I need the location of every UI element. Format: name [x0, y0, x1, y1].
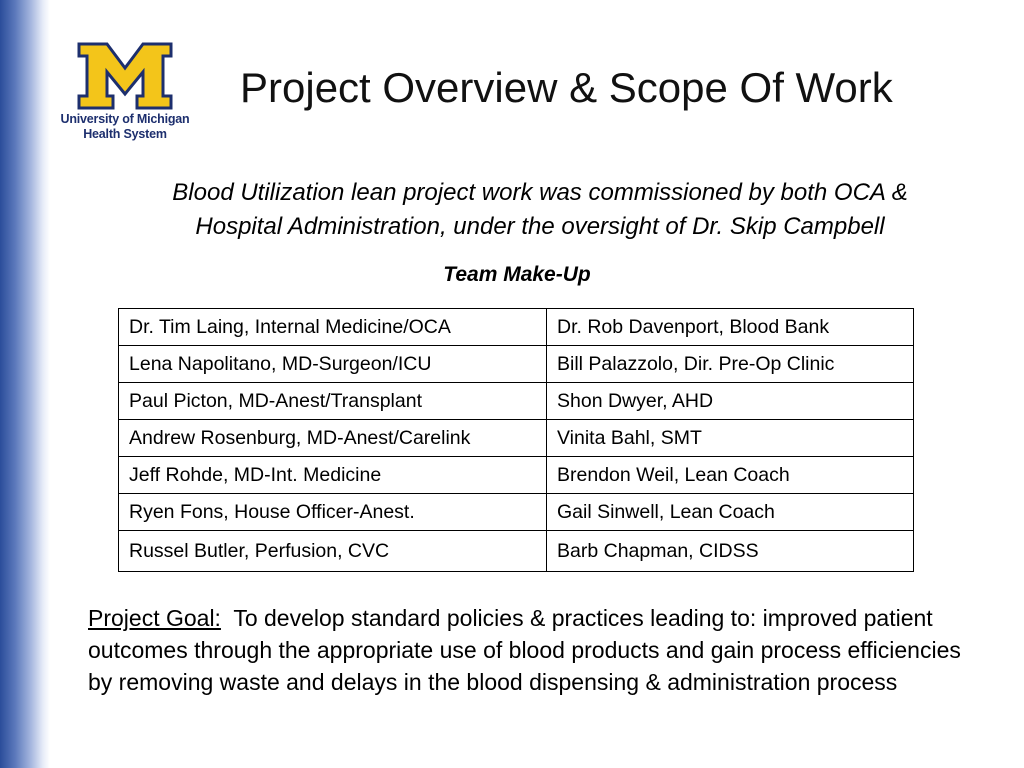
table-row: [119, 346, 914, 383]
table-row: [119, 457, 914, 494]
table-cell: Ryen Fons, House Officer-Anest.: [119, 494, 547, 531]
table-cell: Shon Dwyer, AHD: [547, 383, 914, 420]
table-cell: Lena Napolitano, MD-Surgeon/ICU: [119, 346, 547, 383]
page-title: Project Overview & Scope Of Work: [240, 64, 893, 111]
table-cell: Dr. Tim Laing, Internal Medicine/OCA: [119, 309, 547, 346]
intro-statement: [84, 176, 996, 244]
table-cell: Vinita Bahl, SMT: [547, 420, 914, 457]
project-goal-label: Project Goal:: [88, 605, 221, 631]
table-cell: Andrew Rosenburg, MD-Anest/Carelink: [119, 420, 547, 457]
table-row: [119, 420, 914, 457]
table-cell: Dr. Rob Davenport, Blood Bank: [547, 309, 914, 346]
table-cell: Russel Butler, Perfusion, CVC: [119, 531, 547, 572]
side-gradient-bar: [0, 0, 50, 768]
table-cell: Jeff Rohde, MD-Int. Medicine: [119, 457, 547, 494]
table-cell: Bill Palazzolo, Dir. Pre-Op Clinic: [547, 346, 914, 383]
university-logo: [52, 42, 198, 150]
table-cell: Gail Sinwell, Lean Coach: [547, 494, 914, 531]
team-heading: Team Make-Up: [443, 263, 591, 286]
table-cell: Barb Chapman, CIDSS: [547, 531, 914, 572]
table-row: [119, 309, 914, 346]
project-goal: [88, 602, 978, 698]
table-cell: Brendon Weil, Lean Coach: [547, 457, 914, 494]
block-m-icon: [77, 42, 173, 110]
table-cell: Paul Picton, MD-Anest/Transplant: [119, 383, 547, 420]
intro-line-1: Blood Utilization lean project work was commissioned by both OCA &: [172, 179, 908, 206]
logo-line-2: Health System: [83, 127, 167, 141]
logo-line-1: University of Michigan: [60, 112, 190, 126]
table-row: [119, 383, 914, 420]
intro-line-2: Hospital Administration, under the oversight of Dr. Skip Campbell: [195, 213, 885, 240]
team-table: [118, 308, 914, 572]
table-row: [119, 531, 914, 572]
project-goal-text: To develop standard policies & practices leading to: improved patient outcomes through the appropriate use of blood products and gain process efficiencies by removing waste and delays in the blood dispensing & administration process: [88, 605, 961, 695]
table-row: [119, 494, 914, 531]
